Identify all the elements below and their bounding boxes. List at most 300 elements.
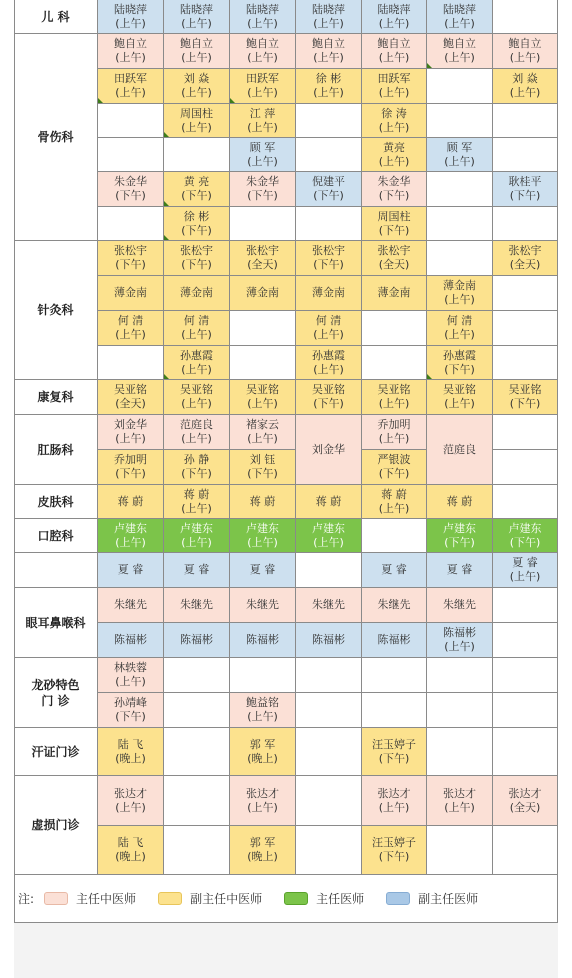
- doctor-slot: [362, 826, 427, 875]
- doctor-slot: [427, 553, 493, 588]
- session-time: (上午): [313, 51, 344, 64]
- session-time: (上午): [181, 535, 212, 549]
- doctor-name: 吴亚铭: [508, 383, 542, 396]
- doctor-slot: [164, 241, 230, 276]
- empty-cell: [493, 658, 558, 693]
- doctor-name: 孙惠霞: [180, 348, 213, 362]
- doctor-name: 鲍自立: [180, 37, 213, 50]
- doctor-name: 林轶蓉: [114, 661, 147, 674]
- department-name: 口腔科: [37, 528, 74, 543]
- doctor-slot: [98, 776, 164, 826]
- doctor-slot: [164, 104, 230, 138]
- doctor-slot: [493, 553, 558, 588]
- doctor-name: 陈福彬: [443, 626, 476, 639]
- doctor-name: 鲍益铭: [246, 696, 279, 709]
- session-time: (上午): [181, 16, 212, 30]
- session-time: (上午): [115, 535, 146, 549]
- empty-cell: [164, 826, 230, 875]
- doctor-name: 汪玉婷子: [372, 737, 416, 751]
- department-name: 眼耳鼻喉科: [25, 615, 86, 630]
- doctor-slot: [230, 776, 296, 826]
- doctor-slot: [98, 0, 164, 34]
- doctor-slot: [230, 519, 296, 553]
- doctor-slot: [230, 485, 296, 519]
- doctor-slot: [98, 311, 164, 346]
- doctor-slot: [362, 415, 427, 450]
- doctor-name: 张达才: [508, 786, 542, 800]
- session-time: (上午): [444, 293, 475, 306]
- doctor-name: 薄金南: [114, 286, 147, 299]
- doctor-name: 吴亚铭: [312, 383, 345, 396]
- session-time: (上午): [115, 51, 146, 64]
- session-time: (下午): [378, 223, 410, 237]
- empty-cell: [230, 207, 296, 241]
- doctor-name: 顾 军: [446, 140, 473, 154]
- doctor-name: 汪玉婷子: [372, 836, 416, 849]
- legend-label: 主任中医师: [76, 892, 137, 906]
- empty-cell: [164, 658, 230, 693]
- doctor-slot: [427, 623, 493, 658]
- doctor-slot: [164, 519, 230, 553]
- department-label: [14, 728, 98, 776]
- doctor-name: 严银波: [377, 453, 411, 466]
- doctor-slot: [493, 172, 558, 207]
- doctor-name: 吴亚铭: [443, 383, 476, 396]
- doctor-slot: [296, 588, 362, 623]
- department-label: [14, 380, 98, 415]
- doctor-slot: [98, 553, 164, 588]
- legend-item-associate-chief: [386, 890, 478, 907]
- session-time: (下午): [181, 258, 212, 271]
- empty-cell: [493, 485, 558, 519]
- empty-cell: [427, 241, 493, 276]
- doctor-name: 张达才: [377, 786, 411, 800]
- doctor-slot: [362, 34, 427, 69]
- session-time: (下午): [378, 751, 410, 765]
- doctor-slot: [296, 380, 362, 415]
- session-time: (下午): [378, 850, 410, 863]
- session-time: (上午): [509, 51, 541, 64]
- session-time: (上午): [444, 154, 475, 168]
- doctor-slot: [362, 588, 427, 623]
- doctor-slot: [164, 450, 230, 485]
- doctor-slot: [427, 0, 493, 34]
- doctor-name: 何 清: [315, 314, 342, 327]
- legend-label: 副主任医师: [418, 892, 479, 906]
- empty-cell: [98, 138, 164, 172]
- doctor-slot: [98, 728, 164, 776]
- empty-cell: [296, 728, 362, 776]
- empty-cell: [427, 104, 493, 138]
- doctor-name: 何 清: [446, 314, 473, 327]
- doctor-name: 刘金华: [114, 418, 147, 431]
- doctor-name: 褚家云: [246, 418, 279, 431]
- doctor-slot: [296, 0, 362, 34]
- department-label: [14, 553, 98, 588]
- empty-cell: [164, 776, 230, 826]
- doctor-slot: [230, 69, 296, 104]
- session-time: (上午): [115, 800, 146, 814]
- empty-cell: [296, 658, 362, 693]
- legend-note: 注:: [18, 892, 35, 906]
- session-time: (上午): [313, 16, 344, 30]
- legend-swatch: [158, 892, 182, 905]
- doctor-slot: [98, 485, 164, 519]
- legend: [14, 875, 558, 923]
- session-time: (上午): [313, 362, 344, 376]
- doctor-name: 何 清: [117, 314, 144, 327]
- session-time: (上午): [115, 432, 146, 445]
- doctor-slot: [296, 69, 362, 104]
- doctor-name: 张达才: [114, 786, 147, 800]
- session-time: (下午): [115, 710, 146, 723]
- empty-cell: [296, 207, 362, 241]
- doctor-slot: [230, 34, 296, 69]
- department-name: 康复科: [37, 390, 74, 404]
- doctor-slot: [427, 380, 493, 415]
- doctor-slot: [98, 450, 164, 485]
- doctor-slot: [164, 34, 230, 69]
- session-time: (下午): [509, 535, 541, 549]
- doctor-name: 朱金华: [377, 175, 411, 188]
- doctor-slot: [230, 415, 296, 450]
- doctor-name: 陆晓萍: [114, 2, 147, 16]
- doctor-name: 陆晓萍: [443, 2, 476, 16]
- doctor-name: 夏 睿: [249, 563, 276, 576]
- doctor-slot: [164, 0, 230, 34]
- session-time: (下午): [181, 189, 212, 202]
- department-name: 汗证门诊: [31, 744, 80, 759]
- doctor-slot: [230, 241, 296, 276]
- empty-cell: [493, 207, 558, 241]
- doctor-name: 朱继先: [114, 598, 147, 611]
- doctor-name: 薄金南: [246, 286, 279, 299]
- doctor-name: 鲍自立: [508, 37, 542, 50]
- session-time: (上午): [444, 397, 475, 410]
- doctor-slot: [164, 276, 230, 311]
- doctor-slot: [362, 172, 427, 207]
- doctor-slot: [296, 623, 362, 658]
- empty-cell: [164, 138, 230, 172]
- session-time: (晚上): [115, 751, 146, 765]
- empty-cell: [493, 104, 558, 138]
- doctor-slot: [164, 311, 230, 346]
- session-time: (上午): [247, 16, 278, 30]
- doctor-slot: [296, 346, 362, 380]
- doctor-slot: [296, 172, 362, 207]
- doctor-name: 刘 钰: [249, 453, 276, 466]
- empty-cell: [493, 311, 558, 346]
- department-label: [14, 34, 98, 241]
- empty-cell: [230, 311, 296, 346]
- doctor-name: 田跃军: [114, 72, 147, 85]
- doctor-slot: [164, 623, 230, 658]
- doctor-name: 陈福彬: [377, 633, 411, 646]
- doctor-name: 陈福彬: [180, 633, 213, 646]
- doctor-name: 朱金华: [246, 175, 279, 188]
- empty-cell: [296, 693, 362, 728]
- doctor-name: 刘 焱: [512, 72, 538, 85]
- session-time: (上午): [247, 397, 278, 410]
- doctor-slot: [493, 380, 558, 415]
- empty-cell: [493, 728, 558, 776]
- doctor-slot: [362, 728, 427, 776]
- empty-cell: [98, 346, 164, 380]
- session-time: (下午): [509, 189, 541, 202]
- session-time: (上午): [247, 432, 278, 445]
- session-time: (上午): [115, 675, 146, 688]
- session-time: (下午): [313, 189, 344, 202]
- doctor-slot: [230, 172, 296, 207]
- doctor-name: 张松宇: [508, 244, 542, 257]
- doctor-name: 江 萍: [249, 106, 276, 120]
- doctor-name: 薄金南: [377, 286, 411, 299]
- doctor-name: 刘 焱: [183, 72, 210, 85]
- doctor-name: 乔加明: [114, 453, 147, 466]
- doctor-slot: [362, 553, 427, 588]
- legend-item-chief-tcm: [44, 890, 136, 907]
- legend-swatch: [44, 892, 68, 905]
- doctor-slot: [362, 276, 427, 311]
- session-time: (上午): [247, 800, 278, 814]
- doctor-slot: [98, 519, 164, 553]
- session-time: (上午): [378, 154, 410, 168]
- empty-cell: [427, 728, 493, 776]
- session-time: (上午): [247, 120, 278, 134]
- doctor-name: 陆晓萍: [180, 2, 213, 16]
- doctor-slot: [230, 104, 296, 138]
- session-time: (全天): [509, 258, 541, 271]
- empty-cell: [230, 658, 296, 693]
- doctor-name: 刘金华: [312, 442, 345, 456]
- session-time: (上午): [444, 640, 475, 653]
- doctor-slot: [362, 104, 427, 138]
- empty-cell: [493, 138, 558, 172]
- session-time: (上午): [247, 86, 278, 99]
- doctor-slot: [493, 519, 558, 553]
- doctor-slot: [296, 276, 362, 311]
- department-label: [14, 241, 98, 380]
- empty-cell: [493, 276, 558, 311]
- doctor-name: 卢建东: [180, 521, 213, 535]
- session-time: (上午): [378, 16, 410, 30]
- session-time: (上午): [247, 51, 278, 64]
- doctor-name: 陆 飞: [117, 737, 144, 751]
- doctor-slot: [427, 276, 493, 311]
- doctor-slot: [362, 380, 427, 415]
- doctor-name: 卢建东: [443, 521, 476, 535]
- session-time: (上午): [247, 710, 278, 723]
- session-time: (下午): [115, 189, 146, 202]
- doctor-slot: [98, 34, 164, 69]
- empty-cell: [362, 693, 427, 728]
- doctor-slot: [362, 138, 427, 172]
- doctor-name: 鲍自立: [312, 37, 345, 50]
- doctor-name: 卢建东: [312, 521, 345, 535]
- session-time: (上午): [181, 120, 212, 134]
- doctor-name: 孙惠霞: [443, 348, 476, 362]
- doctor-name: 卢建东: [114, 521, 147, 535]
- doctor-name: 陈福彬: [114, 633, 147, 646]
- session-time: (下午): [313, 397, 344, 410]
- doctor-name: 蒋 蔚: [381, 487, 407, 501]
- doctor-slot: [296, 311, 362, 346]
- session-time: (上午): [444, 16, 475, 30]
- doctor-slot: [427, 346, 493, 380]
- department-label: [14, 415, 98, 485]
- legend-label: 主任医师: [316, 892, 365, 906]
- doctor-name: 范庭良: [443, 442, 476, 456]
- doctor-name: 吴亚铭: [180, 383, 213, 396]
- doctor-slot: [427, 34, 493, 69]
- doctor-slot: [296, 34, 362, 69]
- doctor-name: 蒋 蔚: [117, 494, 144, 508]
- empty-cell: [296, 826, 362, 875]
- empty-cell: [493, 450, 558, 485]
- doctor-name: 吴亚铭: [377, 383, 411, 396]
- doctor-name: 鲍自立: [114, 37, 147, 50]
- doctor-slot: [164, 172, 230, 207]
- doctor-slot: [362, 623, 427, 658]
- empty-cell: [98, 207, 164, 241]
- doctor-name: 张松宇: [180, 244, 213, 257]
- session-time: (上午): [444, 51, 475, 64]
- doctor-slot: [230, 276, 296, 311]
- doctor-name: 郭 军: [249, 836, 276, 849]
- empty-cell: [296, 104, 362, 138]
- session-time: (上午): [378, 397, 410, 410]
- doctor-name: 夏 睿: [512, 556, 538, 569]
- doctor-slot: [164, 207, 230, 241]
- session-time: (上午): [181, 362, 212, 376]
- doctor-name: 黄亮: [383, 140, 405, 154]
- doctor-slot: [362, 0, 427, 34]
- session-time: (上午): [444, 328, 475, 341]
- doctor-slot: [230, 553, 296, 588]
- doctor-slot: [427, 311, 493, 346]
- doctor-name: 田跃军: [377, 72, 411, 85]
- doctor-slot: [164, 346, 230, 380]
- doctor-name: 倪建平: [312, 175, 345, 188]
- session-time: (上午): [181, 432, 212, 445]
- doctor-name: 卢建东: [246, 521, 279, 535]
- doctor-slot: [230, 380, 296, 415]
- department-name: 骨伤科: [37, 130, 74, 144]
- session-time: (上午): [181, 51, 212, 64]
- doctor-name: 孙 静: [183, 453, 210, 466]
- doctor-name: 吴亚铭: [246, 383, 279, 396]
- doctor-name: 薄金南: [443, 279, 476, 292]
- session-time: (上午): [509, 86, 541, 99]
- doctor-slot: [362, 776, 427, 826]
- empty-cell: [493, 346, 558, 380]
- session-time: (下午): [247, 189, 278, 202]
- doctor-name: 徐 彬: [315, 72, 342, 85]
- session-time: (上午): [378, 86, 410, 99]
- session-time: (上午): [181, 501, 212, 515]
- doctor-name: 张达才: [246, 786, 279, 800]
- empty-cell: [493, 0, 558, 34]
- doctor-name: 蒋 蔚: [249, 494, 276, 508]
- doctor-name: 徐 彬: [183, 209, 210, 223]
- session-time: (晚上): [247, 850, 278, 863]
- doctor-name: 张松宇: [246, 244, 279, 257]
- doctor-slot: [164, 69, 230, 104]
- session-time: (全天): [115, 397, 146, 410]
- department-name: 肛肠科: [37, 442, 74, 457]
- doctor-slot: [296, 485, 362, 519]
- doctor-slot: [98, 69, 164, 104]
- doctor-slot: [230, 588, 296, 623]
- doctor-slot: [493, 69, 558, 104]
- doctor-slot: [296, 415, 362, 485]
- empty-cell: [493, 415, 558, 450]
- doctor-name: 薄金南: [312, 286, 345, 299]
- doctor-slot: [164, 553, 230, 588]
- session-time: (上午): [247, 535, 278, 549]
- session-time: (上午): [313, 328, 344, 341]
- session-time: (上午): [509, 570, 541, 583]
- department-label: [14, 776, 98, 875]
- doctor-slot: [296, 519, 362, 553]
- session-time: (上午): [181, 328, 212, 341]
- empty-cell: [427, 693, 493, 728]
- department-label: [14, 0, 98, 34]
- doctor-name: 徐 涛: [381, 106, 407, 120]
- session-time: (上午): [115, 16, 146, 30]
- session-time: (上午): [313, 535, 344, 549]
- doctor-name: 朱继先: [180, 598, 213, 611]
- session-time: (上午): [378, 800, 410, 814]
- doctor-slot: [98, 276, 164, 311]
- doctor-slot: [230, 0, 296, 34]
- empty-cell: [98, 104, 164, 138]
- doctor-name: 朱继先: [246, 598, 279, 611]
- doctor-name: 张松宇: [114, 244, 147, 257]
- doctor-slot: [98, 241, 164, 276]
- doctor-name: 陆晓萍: [377, 2, 411, 16]
- department-label: [14, 658, 98, 728]
- session-time: (下午): [313, 258, 344, 271]
- doctor-slot: [98, 693, 164, 728]
- empty-cell: [230, 346, 296, 380]
- empty-cell: [362, 346, 427, 380]
- doctor-slot: [493, 34, 558, 69]
- session-time: (上午): [313, 86, 344, 99]
- doctor-name: 陆晓萍: [246, 2, 279, 16]
- doctor-slot: [230, 450, 296, 485]
- doctor-name: 朱继先: [377, 598, 411, 611]
- session-time: (下午): [115, 467, 146, 480]
- department-name: 皮肤科: [37, 494, 74, 509]
- doctor-slot: [98, 415, 164, 450]
- empty-cell: [296, 553, 362, 588]
- department-name: 儿 科: [41, 9, 70, 24]
- doctor-slot: [427, 588, 493, 623]
- session-time: (下午): [509, 397, 541, 410]
- session-time: (下午): [444, 362, 475, 376]
- doctor-slot: [98, 588, 164, 623]
- doctor-slot: [164, 380, 230, 415]
- doctor-slot: [427, 519, 493, 553]
- department-name: 虚损门诊: [31, 818, 80, 832]
- session-time: (下午): [115, 258, 146, 271]
- doctor-slot: [164, 588, 230, 623]
- doctor-slot: [98, 623, 164, 658]
- empty-cell: [427, 826, 493, 875]
- empty-cell: [362, 519, 427, 553]
- legend-item-associate-chief-tcm: [158, 890, 262, 907]
